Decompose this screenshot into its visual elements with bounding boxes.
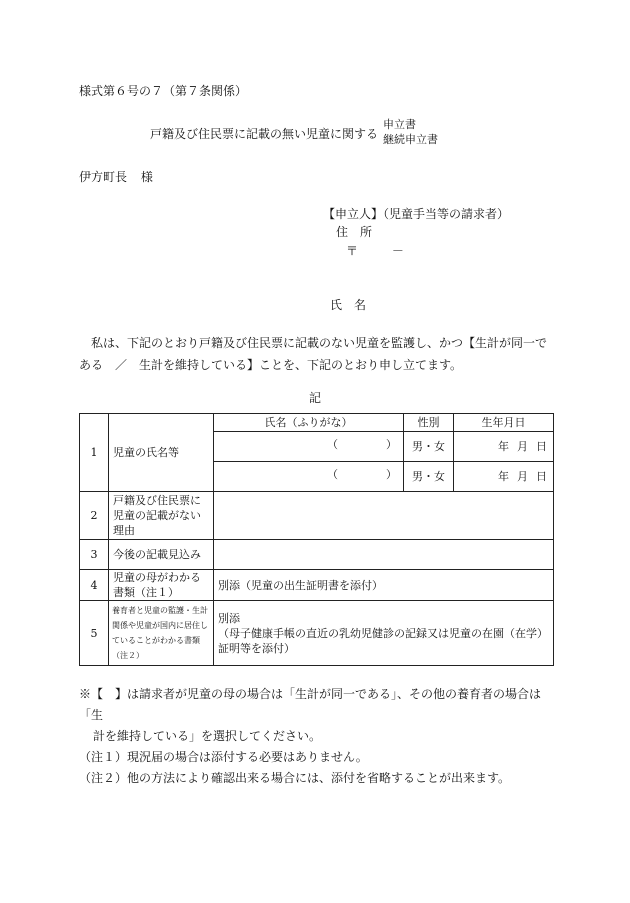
month-label: 月 — [517, 470, 528, 483]
row-number: 2 — [80, 492, 109, 540]
postal-mark: 〒 — [346, 244, 359, 258]
row-label-outlook: 今後の記載見込み — [109, 540, 214, 570]
note-1: （注１）現況届の場合は添付する必要はありません。 — [79, 750, 368, 764]
form-title: 戸籍及び住民票に記載の無い児童に関する — [150, 127, 379, 141]
note-2: （注２）他の方法により確認出来る場合には、添付を省略することが出来ます。 — [79, 771, 511, 785]
child-name-field[interactable] — [214, 462, 404, 492]
residence-document-line1: 別添 — [218, 611, 240, 625]
addressee-name: 伊方町長 — [79, 170, 128, 184]
birthdate-field[interactable] — [454, 462, 554, 492]
paren-close: ） — [386, 468, 397, 481]
row-label-mother-document: 児童の母がわかる書類（注１） — [109, 570, 214, 601]
row-number: 3 — [80, 540, 109, 570]
record-table — [79, 413, 554, 666]
title-option-continuation: 継続申立書 — [383, 133, 438, 146]
paren-close: ） — [386, 438, 397, 451]
table-row — [80, 492, 554, 540]
table-header-row — [80, 414, 554, 432]
notes — [79, 684, 559, 789]
col-header-birthdate: 生年月日 — [454, 414, 554, 432]
residence-document-line2: （母子健康手帳の直近の乳幼児健診の記録又は児童の在園（在学）証明等を添付） — [218, 626, 548, 655]
gender-choice[interactable]: 男・女 — [404, 462, 454, 492]
paren-open: （ — [327, 438, 338, 451]
row-label-residence-document: 養育者と児童の監護・生計関係や児童が国内に居住していることがわかる書類（注２） — [109, 601, 214, 666]
row-label-child-name: 児童の氏名等 — [109, 414, 214, 492]
residence-document-value — [214, 601, 554, 666]
mother-document-value: 別添（児童の出生証明書を添付） — [214, 570, 554, 601]
row-label-reason: 戸籍及び住民票に児童の記載がない理由 — [109, 492, 214, 540]
postal-code — [346, 242, 404, 259]
addressee — [79, 168, 153, 185]
applicant-heading: 【申立人】（児童手当等の請求者） — [323, 207, 510, 221]
addressee-honorific: 様 — [140, 170, 153, 184]
row-number: 5 — [80, 601, 109, 666]
col-header-gender: 性別 — [404, 414, 454, 432]
year-label: 年 — [498, 440, 509, 453]
form-number: 様式第６号の７（第７条関係） — [79, 84, 248, 98]
note-main-line2: 計を維持している」を選択してください。 — [93, 729, 322, 743]
name-label: 氏 名 — [330, 298, 367, 312]
title-option-application: 申立書 — [383, 118, 416, 131]
outlook-field[interactable] — [214, 540, 554, 570]
day-label: 日 — [536, 470, 547, 483]
paren-open: （ — [327, 468, 338, 481]
day-label: 日 — [536, 440, 547, 453]
child-name-field[interactable] — [214, 432, 404, 462]
reason-field[interactable] — [214, 492, 554, 540]
table-row — [80, 570, 554, 601]
title-options — [383, 117, 438, 147]
address-label: 住 所 — [336, 225, 373, 239]
birthdate-field[interactable] — [454, 432, 554, 462]
record-marker: 記 — [309, 391, 322, 405]
month-label: 月 — [517, 440, 528, 453]
year-label: 年 — [498, 470, 509, 483]
gender-choice[interactable]: 男・女 — [404, 432, 454, 462]
table-row — [80, 601, 554, 666]
row-number: 4 — [80, 570, 109, 601]
row-number: 1 — [80, 414, 109, 492]
postal-dash: － — [391, 244, 404, 258]
note-main-line1: ※【 】は請求者が児童の母の場合は「生計が同一である」、その他の養育者の場合は「生 — [79, 687, 542, 722]
table-row — [80, 540, 554, 570]
declaration-paragraph: 私は、下記のとおり戸籍及び住民票に記載のない児童を監護し、かつ【生計が同一である ／ 生計を維持している】ことを、下記のとおり申し立てます。 — [79, 336, 548, 372]
col-header-name: 氏名（ふりがな） — [214, 414, 404, 432]
